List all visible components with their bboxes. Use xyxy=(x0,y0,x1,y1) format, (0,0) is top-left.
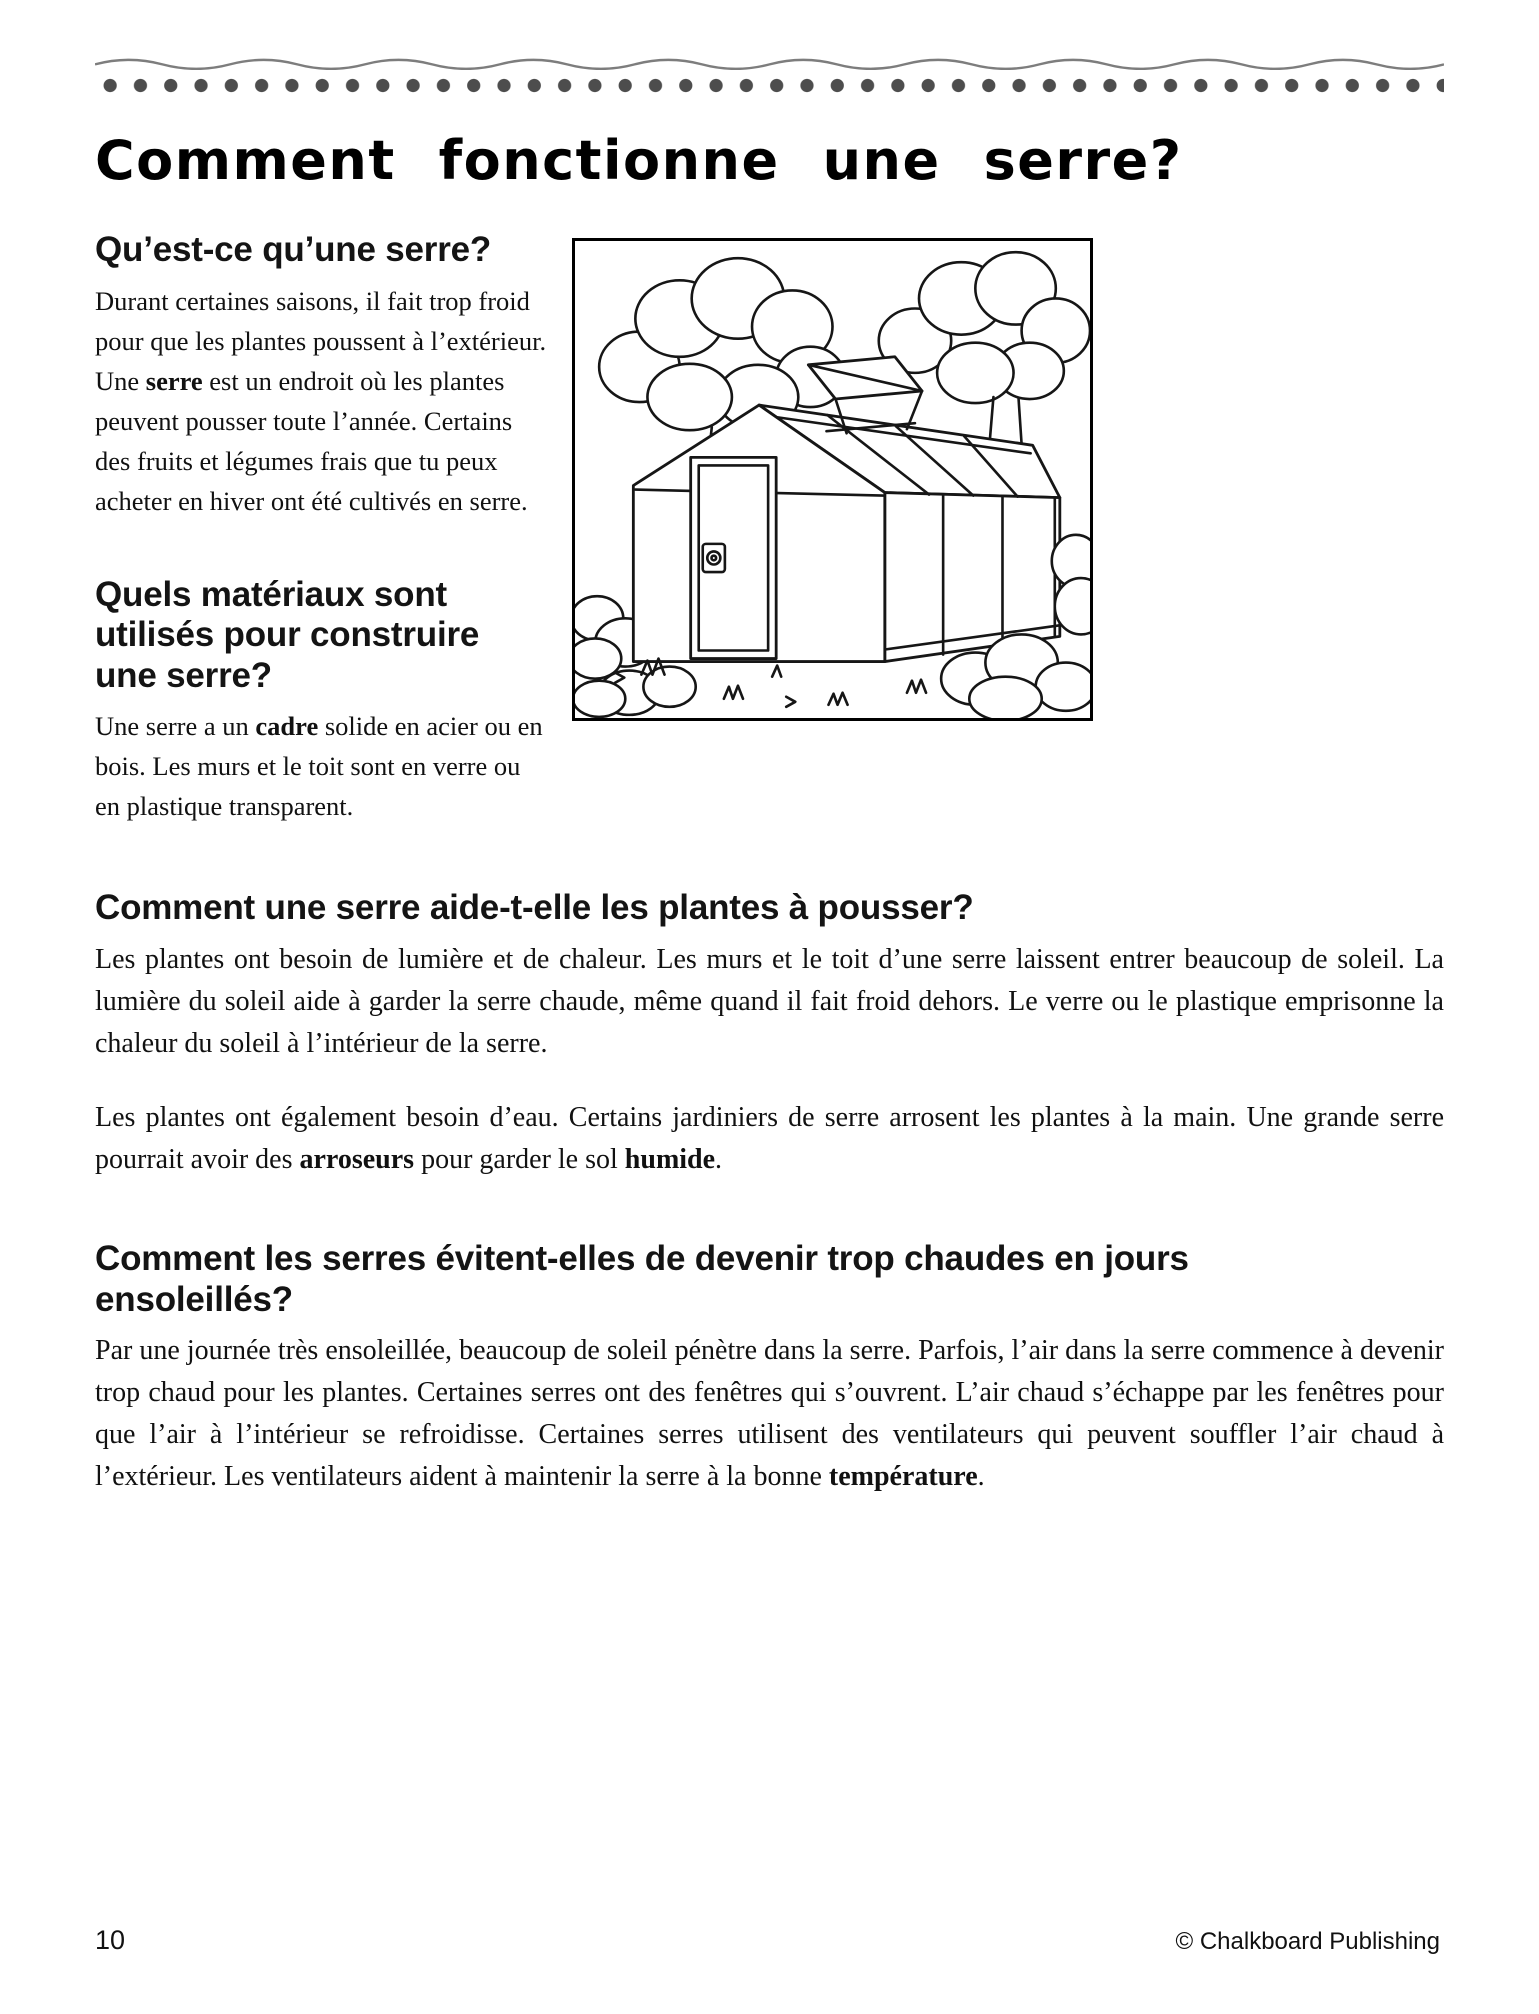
section-heading-avoid-heat: Comment les serres évitent-elles de devenir trop chaudes en jours ensoleillés? xyxy=(95,1238,1189,1319)
section-materials xyxy=(95,575,547,827)
page-title: Comment fonctionne une serre? xyxy=(95,129,1183,192)
paragraph-what-is: Durant certaines saisons, il fait trop froid pour que les plantes poussent à l’extérieur. Une serre est un endroit où les plantes peuvent pousser toute l’année. Certains des fruits et légumes frais que tu peux acheter en hiver ont été cultivés en serre. xyxy=(95,285,547,516)
section-heading-materials: Quels matériaux sont utilisés pour construire une serre? xyxy=(95,574,480,695)
section-heading-what-is: Qu’est-ce qu’une serre? xyxy=(95,230,492,269)
page-number: 10 xyxy=(95,1925,126,1955)
section-what-is xyxy=(95,230,547,521)
section-help-grow xyxy=(95,888,1444,1181)
page-footer xyxy=(95,1925,1440,1956)
paragraph-help-grow-1: Les plantes ont besoin de lumière et de chaleur. Les murs et le toit d’une serre laissent entrer beaucoup de soleil. La lumière du soleil aide à garder la serre chaude, même quand il fait froid dehors. Le verre ou le plastique emprisonne la chaleur du soleil à l’intérieur de la serre. xyxy=(95,943,1444,1059)
top-decoration xyxy=(95,52,1444,93)
paragraph-materials: Une serre a un cadre solide en acier ou en bois. Les murs et le toit sont en verre ou en plastique transparent. xyxy=(95,711,543,822)
paragraph-help-grow-2: Les plantes ont également besoin d’eau. Certains jardiniers de serre arrosent les plantes à la main. Une grande serre pourrait avoir des arroseurs pour garder le sol humide. xyxy=(95,1101,1444,1175)
greenhouse-illustration xyxy=(575,241,1090,718)
greenhouse-door xyxy=(691,457,776,658)
greenhouse-figure xyxy=(572,238,1093,721)
paragraph-avoid-heat: Par une journée très ensoleillée, beaucoup de soleil pénètre dans la serre. Parfois, l’air dans la serre commence à devenir trop chaud pour les plantes. Certaines serres ont des fenêtres qui s’ouvrent. L’air chaud s’échappe par les fenêtres pour que l’air à l’intérieur se refroidisse. Certaines serres utilisent des ventilateurs qui peuvent souffler l’air chaud à l’extérieur. Les ventilateurs aident à maintenir la serre à la bonne température. xyxy=(95,1335,1444,1493)
intro-text-column xyxy=(95,230,547,826)
copyright: © Chalkboard Publishing xyxy=(1175,1928,1440,1955)
section-heading-help-grow: Comment une serre aide-t-elle les plantes à pousser? xyxy=(95,888,974,928)
wavy-line xyxy=(95,52,1444,70)
dots-row xyxy=(95,78,1444,93)
intro-columns xyxy=(95,230,1444,826)
section-avoid-heat xyxy=(95,1239,1444,1498)
